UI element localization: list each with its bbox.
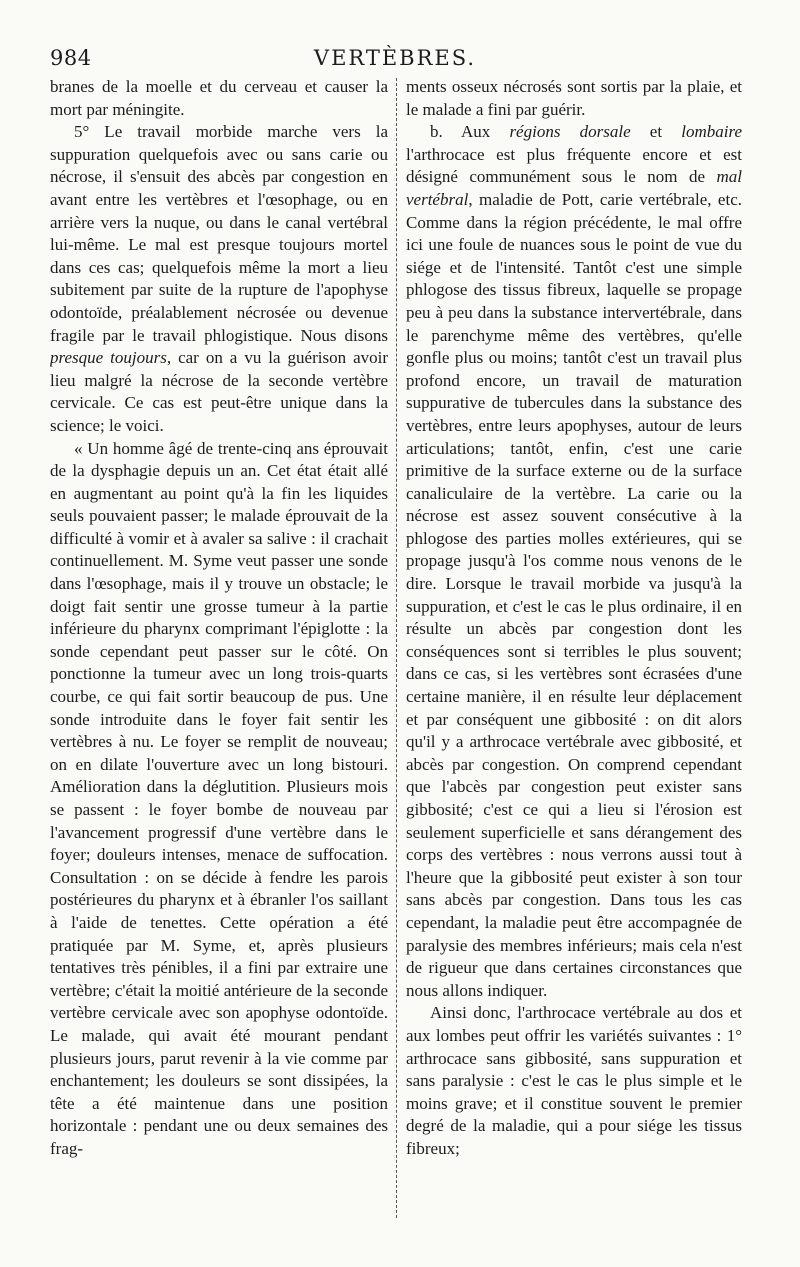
paragraph-text: ments osseux nécrosés sont sortis par la plaie, et le malade a fini par guérir. — [406, 77, 742, 119]
page-header — [50, 46, 740, 76]
paragraph-text: , car on a vu la guérison avoir lieu malgré la nécrose de la seconde vertèbre cervicale. Ce cas est peut-être unique dans la science; le voici. — [50, 348, 388, 435]
quoted-case-paragraph — [50, 438, 388, 1161]
paragraph-text: , maladie de Pott, carie vertébrale, etc. Comme dans la région précédente, le mal offre ici une foule de nuances sous le point de vue du siége et de l'intensité. Tantôt c'est une simple phlogose des tissus fibreux, laquelle se propage peu à peu dans la substance intervertébrale, dans le parenchyme même des vertèbres, qu'elle gonfle plus ou moins; tantôt c'est un travail plus profond encore, un travail de maturation suppurative de tubercules dans la substance des vertèbres, entre leurs apophyses, autour de leurs articulations; tantôt, enfin, c'est une carie primitive de la surface externe ou de la surface canaliculaire de la vertèbre. La carie ou la nécrose est assez souvent consécutive à la phlogose des parties molles extérieures, qui se propage jusqu'à l'os comme nous venons de le dire. Lorsque le travail morbide va jusqu'à la suppuration, et c'est le cas le plus ordinaire, il en résulte un abcès par congestion dont les conséquences sont si terribles le plus souvent; dans ce cas, si les vertèbres sont écrasées d'une certaine manière, il en résulte leur déplacement et par conséquent une gibbosité : on dit alors qu'il y a arthrocace vertébrale avec gibbosité, et abcès par congestion. On comprend cependant que l'abcès par congestion peut exister sans gibbosité; c'est ce qui a lieu si l'érosion est seulement superficielle et sans dérangement des corps des vertèbres : nous verrons aussi tout à l'heure que la gibbosité peut exister à son tour sans abcès par congestion. Dans tous les cas cependant, la maladie peut être accompagnée de paralysie des membres inférieurs; mais cela n'est de rigueur que dans certaines circonstances que nous allons indiquer. — [406, 189, 742, 1000]
right-column — [406, 76, 742, 1226]
column-divider — [396, 78, 397, 1218]
paragraph — [406, 1002, 742, 1160]
paragraph-text: branes de la moelle et du cerveau et causer la mort par méningite. — [50, 77, 388, 119]
emphasis: régions dorsale — [509, 122, 631, 142]
left-column — [50, 76, 388, 1226]
paragraph-text: « Un homme âgé de trente-cinq ans éprouvait de la dysphagie depuis un an. Cet état était allé en augmentant au point qu'à la fin les liquides seuls pouvaient passer; le malade éprouvait de la difficulté à vomir et à avaler sa salive : il crachait continuellement. M. Syme veut passer une sonde dans l'œsophage, mais il y trouve un obstacle; le doigt fait sentir une grosse tumeur à la partie inférieure du pharynx comprimant l'épiglotte : la sonde cependant peut passer sur le côté. On ponctionne la tumeur avec un long trois-quarts courbe, ce qui fait sortir beaucoup de pus. Une sonde introduite dans le foyer fait sentir les vertèbres à nu. Le foyer se remplit de nouveau; on en dilate l'ouverture avec un long bistouri. Amélioration dans la déglutition. Plusieurs mois se passent : le foyer bombe de nouveau par l'avancement progressif d'une vertèbre dans le foyer; douleurs intenses, menace de suffocation. Consultation : on se décide à fendre les parois postérieures du pharynx et à ébranler l'os saillant à l'aide de tenettes. Cette opération a été pratiquée par M. Syme, et, après plusieurs tentatives très pénibles, il a fini par extraire une vertèbre; c'était la moitié antérieure de la seconde vertèbre cervicale avec son apophyse odontoïde. Le malade, qui avait été mourant pendant plusieurs jours, parut revenir à la vie comme par enchantement; les douleurs se sont dissipées, la tête a été maintenue dans une position horizontale : pendant une ou deux semaines des frag- — [50, 438, 388, 1158]
paragraph — [406, 76, 742, 121]
page-number: 984 — [50, 46, 92, 70]
emphasis: mal vertébral — [406, 167, 742, 209]
emphasis: lombaire — [681, 122, 742, 142]
paragraph-text: l'arthrocace est plus fréquente encore et est désigné communément sous le nom de — [406, 144, 742, 187]
running-title: VERTÈBRES. — [313, 46, 477, 70]
paragraph — [406, 121, 742, 1002]
paragraph-text: b. Aux — [430, 122, 491, 142]
paragraph — [50, 121, 388, 437]
emphasis: presque toujours — [50, 348, 167, 368]
paragraph — [50, 76, 388, 121]
paragraph-text: Ainsi donc, l'arthrocace vertébrale au dos et aux lombes peut offrir les variétés suivantes : 1° arthrocace sans gibbosité, sans suppuration et sans paralysie : c'est le cas le plus simple et le moins grave; et il constitue souvent le premier degré de la maladie, qui a pour siége les tissus fibreux; — [406, 1003, 742, 1158]
paragraph-text: et — [649, 122, 663, 142]
paragraph-text: 5° Le travail morbide marche vers la suppuration quelquefois avec ou sans carie ou nécrose, il s'ensuit des abcès par congestion en avant entre les vertèbres et l'œsophage, ou en arrière vers la nuque, ou dans le canal vertébral lui-même. Le mal est presque toujours mortel dans ces cas; quelquefois même la mort a lieu subitement par suite de la rupture de l'apophyse odontoïde, préalablement nécrosée ou devenue fragile par le travail phlogistique. Nous disons — [50, 122, 388, 345]
